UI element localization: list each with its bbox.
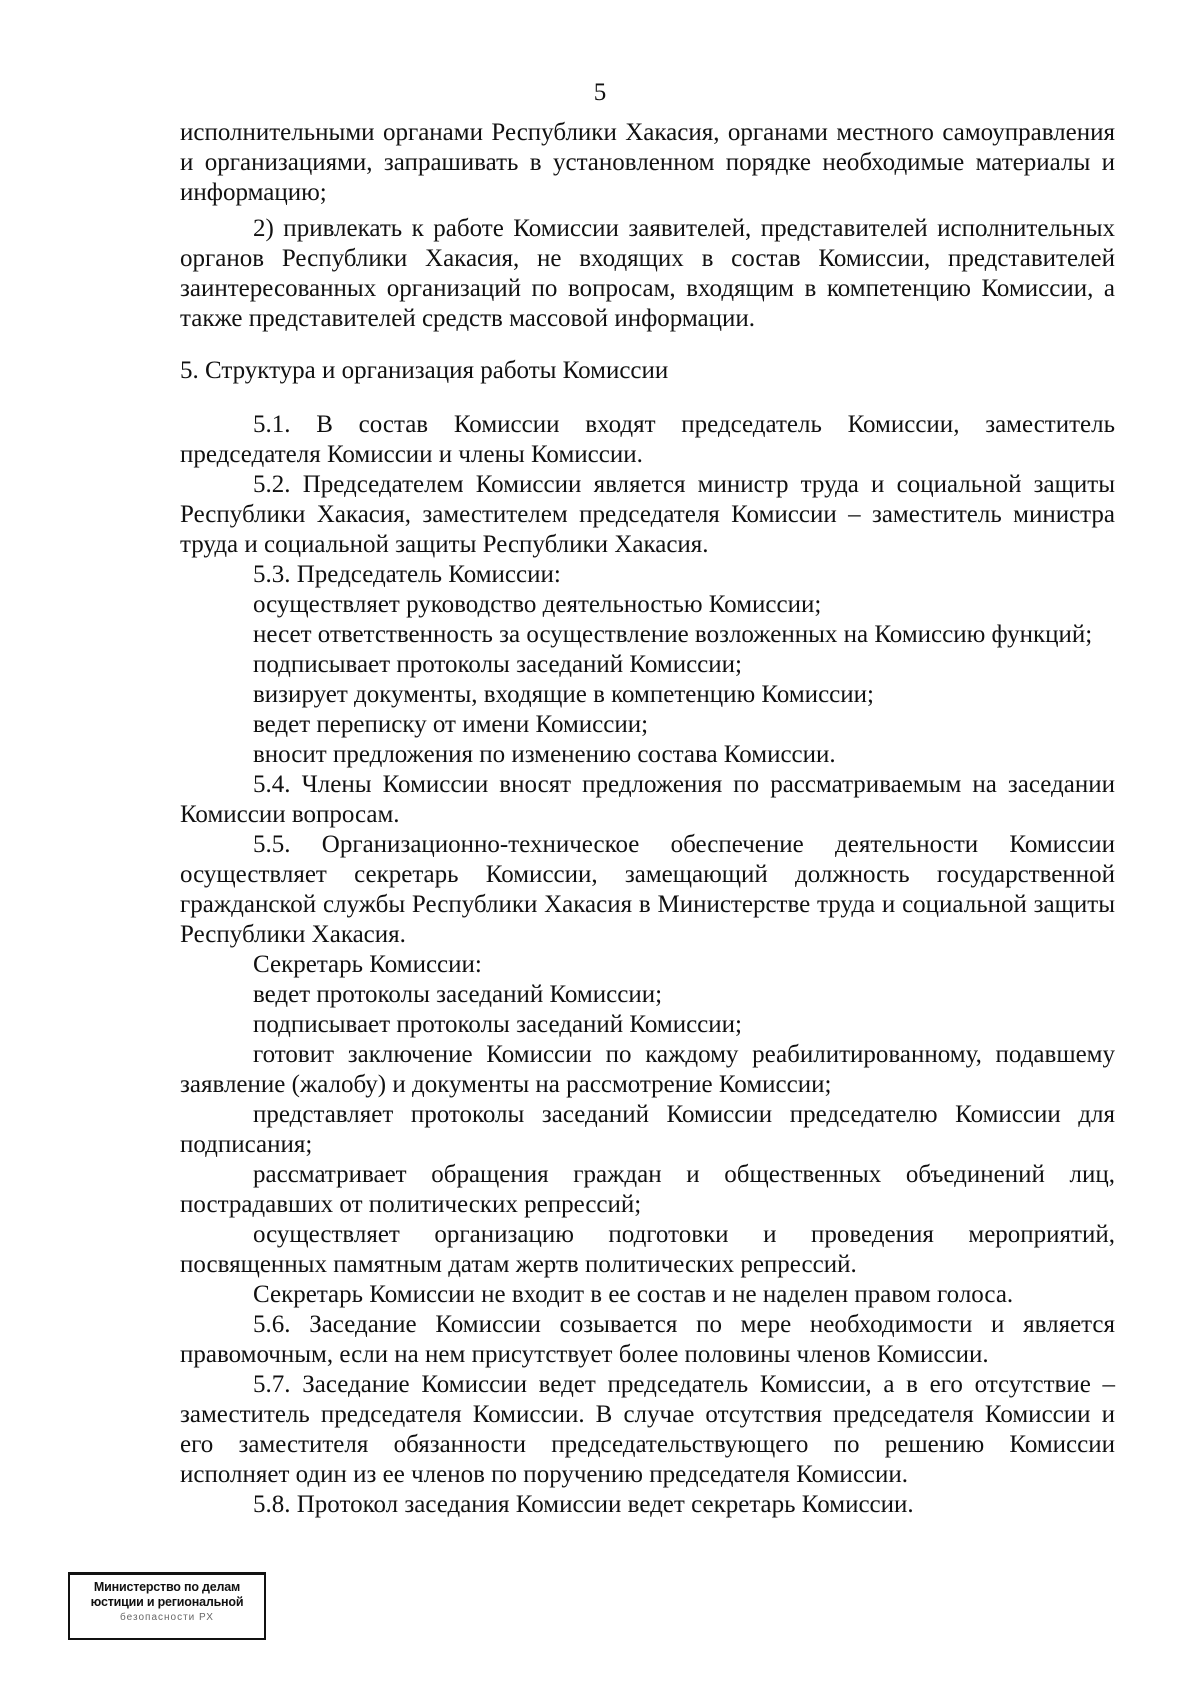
paragraph: Секретарь Комиссии не входит в ее состав и не наделен правом голоса.: [253, 1281, 1014, 1308]
paragraph: 5.2. Председателем Комиссии является министр труда и социальной защиты Республики Хакасия, заместителем председателя Комиссии – заместитель министра труда и социальной защиты Республики Хакасия.: [180, 471, 1115, 558]
page-number: 5: [593, 79, 607, 106]
paragraph: готовит заключение Комиссии по каждому реабилитированному, подавшему заявление (жалобу) и документы на рассмотрение Комиссии;: [180, 1041, 1115, 1098]
paragraph: 5.7. Заседание Комиссии ведет председатель Комиссии, а в его отсутствие – заместитель председателя Комиссии. В случае отсутствия председателя Комиссии и его заместителя обязанности председательствующего по решению Комиссии исполняет один из ее членов по поручению председателя Комиссии.: [180, 1371, 1115, 1488]
paragraph: рассматривает обращения граждан и общественных объединений лиц, пострадавших от политических репрессий;: [180, 1161, 1115, 1218]
paragraph: 5.1. В состав Комиссии входят председатель Комиссии, заместитель председателя Комиссии и члены Комиссии.: [180, 411, 1115, 468]
paragraph: 2) привлекать к работе Комиссии заявителей, представителей исполнительных органов Республики Хакасия, не входящих в состав Комиссии, представителей заинтересованных организаций по вопросам, входящим в компетенцию Комиссии, а также представителей средств массовой информации.: [180, 215, 1115, 332]
paragraph: 5.6. Заседание Комиссии созывается по мере необходимости и является правомочным, если на нем присутствует более половины членов Комиссии.: [180, 1311, 1115, 1368]
stamp-line: безопасности РХ: [120, 1612, 214, 1623]
paragraph: представляет протоколы заседаний Комиссии председателю Комиссии для подписания;: [180, 1101, 1115, 1158]
section-heading: 5. Структура и организация работы Комиссии: [180, 357, 669, 384]
paragraph: осуществляет руководство деятельностью Комиссии;: [253, 591, 822, 618]
paragraph: 5.5. Организационно-техническое обеспечение деятельности Комиссии осуществляет секретарь Комиссии, замещающий должность государственной гражданской службы Республики Хакасия в Министерстве труда и социальной защиты Республики Хакасия.: [180, 831, 1115, 948]
paragraph: вносит предложения по изменению состава Комиссии.: [253, 741, 836, 768]
paragraph: подписывает протоколы заседаний Комиссии;: [253, 651, 742, 678]
paragraph: ведет переписку от имени Комиссии;: [253, 711, 649, 738]
paragraph: ведет протоколы заседаний Комиссии;: [253, 981, 663, 1008]
ministry-stamp: [68, 1572, 266, 1640]
paragraph: 5.8. Протокол заседания Комиссии ведет секретарь Комиссии.: [253, 1491, 914, 1518]
paragraph: осуществляет организацию подготовки и проведения мероприятий, посвященных памятным датам жертв политических репрессий.: [180, 1221, 1115, 1278]
paragraph: Секретарь Комиссии:: [253, 951, 482, 978]
stamp-line: юстиции и региональной: [90, 1595, 244, 1609]
paragraph: 5.3. Председатель Комиссии:: [253, 561, 561, 588]
paragraph: 5.4. Члены Комиссии вносят предложения по рассматриваемым на заседании Комиссии вопросам.: [180, 771, 1115, 828]
paragraph: исполнительными органами Республики Хакасия, органами местного самоуправления и организациями, запрашивать в установленном порядке необходимые материалы и информацию;: [180, 119, 1115, 206]
paragraph: несет ответственность за осуществление возложенных на Комиссию функций;: [253, 621, 1093, 648]
stamp-line: Министерство по делам: [93, 1580, 241, 1594]
document-body: [180, 118, 1115, 1520]
paragraph: подписывает протоколы заседаний Комиссии;: [253, 1011, 742, 1038]
paragraph: визирует документы, входящие в компетенцию Комиссии;: [253, 681, 874, 708]
